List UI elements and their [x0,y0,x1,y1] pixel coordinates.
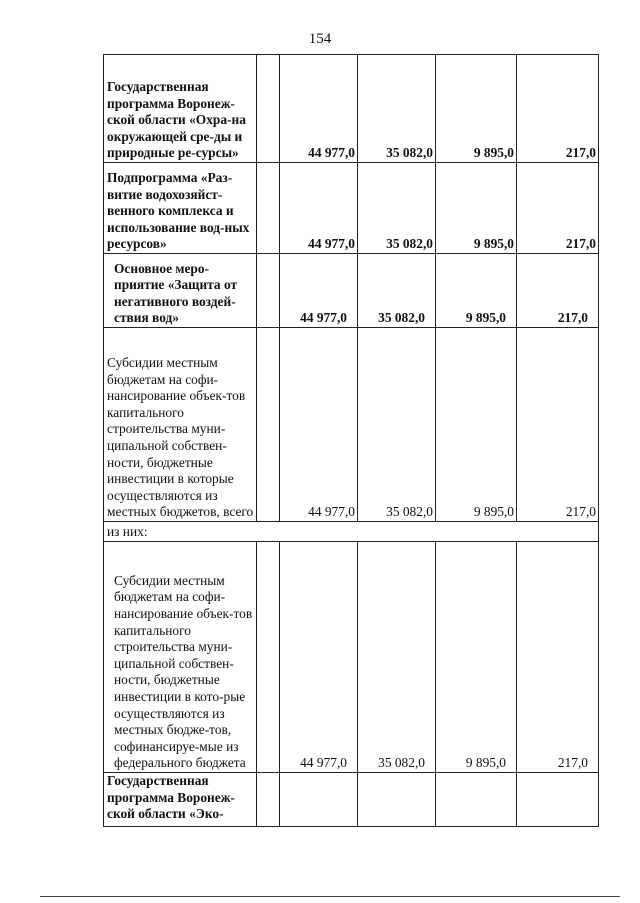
value-cell-4: 217,0 [517,55,599,163]
value-cell-3: 9 895,0 [436,254,517,328]
empty-cell [257,55,280,163]
empty-cell [257,254,280,328]
value-cell-2: 35 082,0 [358,328,436,522]
empty-cell [257,328,280,522]
table-row [104,328,599,522]
row-name-cell: Подпрограмма «Раз-витие водохозяйст-венного комплекса и использование вод-ных ресурсов» [104,163,257,254]
value-cell-4: 217,0 [517,542,599,773]
value-cell-3: 9 895,0 [436,163,517,254]
empty-cell [257,542,280,773]
value-cell-2: 35 082,0 [358,542,436,773]
value-cell-1: 44 977,0 [280,55,358,163]
table-row [104,542,599,773]
row-name-cell: Субсидии местным бюджетам на софи-нансирование объек-тов капитального строительства муни-ципальной собствен-ности, бюджетные инвестиции в кото-рые осуществляются из местных бюдже-тов, софинансируе-мые из федерального бюджета [104,542,257,773]
table-row [104,163,599,254]
value-cell-4: 217,0 [517,163,599,254]
table-row [104,55,599,163]
table-row [104,773,599,827]
value-cell-3: 9 895,0 [436,542,517,773]
value-cell-1: 44 977,0 [280,163,358,254]
value-cell-2: 35 082,0 [358,55,436,163]
empty-cell [257,773,280,827]
value-cell-2: 35 082,0 [358,163,436,254]
empty-cell [436,773,517,827]
table-row [104,254,599,328]
subheading-cell: из них: [104,522,599,542]
value-cell-4: 217,0 [517,254,599,328]
value-cell-3: 9 895,0 [436,55,517,163]
value-cell-4: 217,0 [517,328,599,522]
empty-cell [257,163,280,254]
table-row [104,522,599,542]
value-cell-3: 9 895,0 [436,328,517,522]
value-cell-1: 44 977,0 [280,254,358,328]
row-name-cell: Субсидии местным бюджетам на софи-нансирование объек-тов капитального строительства муни-ципальной собствен-ности, бюджетные инвестиции в которые осуществляются из местных бюджетов, всего [104,328,257,522]
page-bottom-rule [40,896,620,897]
row-name-cell: Государственная программа Воронеж-ской области «Эко- [104,773,257,827]
value-cell-1: 44 977,0 [280,328,358,522]
page-number: 154 [308,31,332,47]
empty-cell [358,773,436,827]
row-name-cell: Основное меро-приятие «Защита от негативного воздей-ствия вод» [104,254,257,328]
budget-table [103,54,599,827]
empty-cell [517,773,599,827]
value-cell-1: 44 977,0 [280,542,358,773]
row-name-cell: Государственная программа Воронеж-ской области «Охра-на окружающей сре-ды и природные ре-сурсы» [104,55,257,163]
empty-cell [280,773,358,827]
value-cell-2: 35 082,0 [358,254,436,328]
